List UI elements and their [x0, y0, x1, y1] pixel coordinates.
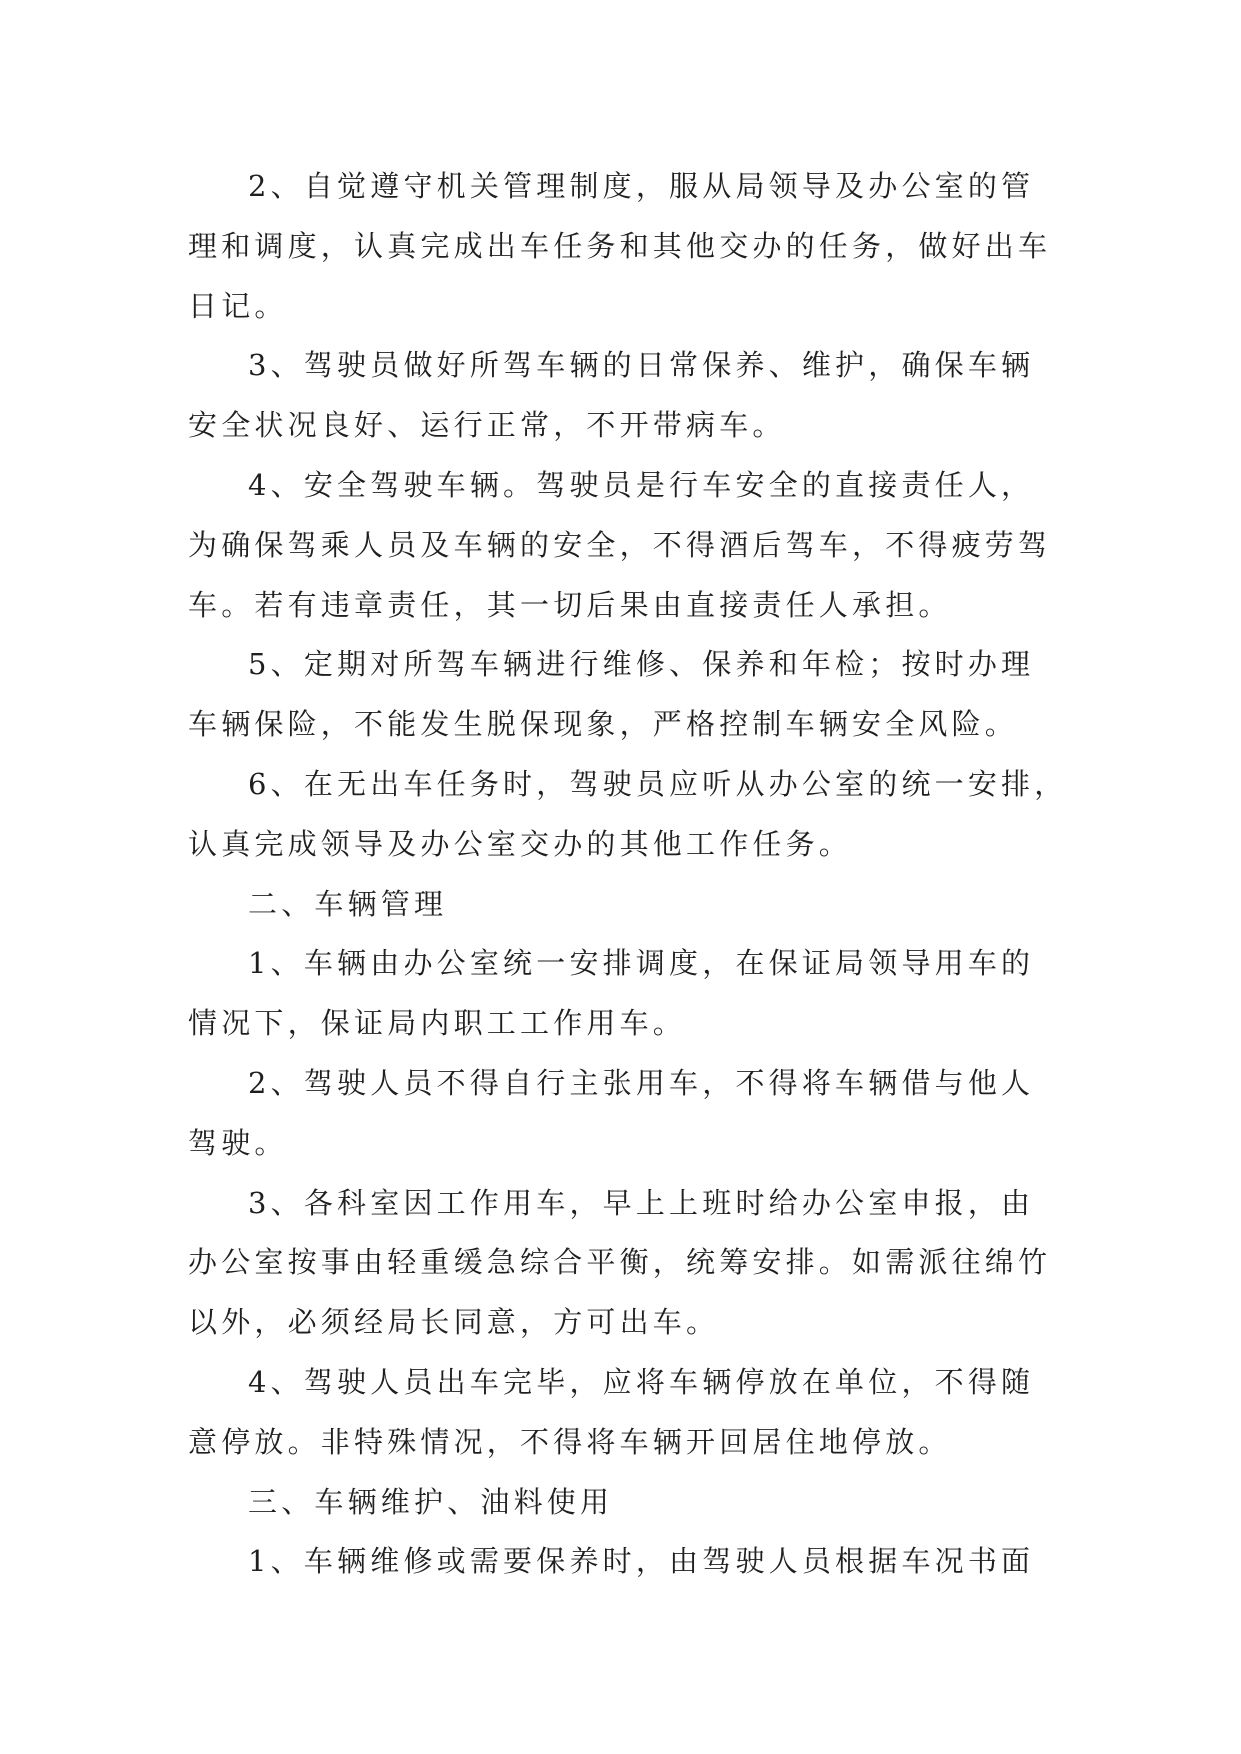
paragraph-line: 办公室按事由轻重缓急综合平衡，统筹安排。如需派往绵竹 [188, 1245, 1052, 1279]
paragraph-line: 3、驾驶员做好所驾车辆的日常保养、维护，确保车辆 [248, 348, 1035, 382]
paragraph-line: 车。若有违章责任，其一切后果由直接责任人承担。 [188, 588, 952, 622]
paragraph-line: 2、自觉遵守机关管理制度，服从局领导及办公室的管 [248, 169, 1035, 203]
section-heading: 二、车辆管理 [248, 887, 448, 921]
paragraph-line: 日记。 [188, 289, 288, 323]
paragraph-line: 1、车辆维修或需要保养时，由驾驶人员根据车况书面 [248, 1544, 1035, 1578]
paragraph-line: 6、在无出车任务时，驾驶员应听从办公室的统一安排， [248, 767, 1068, 801]
paragraph-line: 2、驾驶人员不得自行主张用车，不得将车辆借与他人 [248, 1066, 1035, 1100]
paragraph-line: 情况下，保证局内职工工作用车。 [188, 1006, 687, 1040]
paragraph-line: 车辆保险，不能发生脱保现象，严格控制车辆安全风险。 [188, 707, 1019, 741]
paragraph-line: 3、各科室因工作用车，早上上班时给办公室申报，由 [248, 1186, 1035, 1220]
paragraph-line: 4、安全驾驶车辆。驾驶员是行车安全的直接责任人， [248, 468, 1035, 502]
paragraph-line: 5、定期对所驾车辆进行维修、保养和年检；按时办理 [248, 647, 1035, 681]
paragraph-line: 意停放。非特殊情况，不得将车辆开回居住地停放。 [188, 1425, 952, 1459]
paragraph-line: 为确保驾乘人员及车辆的安全，不得酒后驾车，不得疲劳驾 [188, 528, 1052, 562]
paragraph-line: 4、驾驶人员出车完毕，应将车辆停放在单位，不得随 [248, 1365, 1035, 1399]
paragraph-line: 1、车辆由办公室统一安排调度，在保证局领导用车的 [248, 946, 1035, 980]
section-heading: 三、车辆维护、油料使用 [248, 1485, 614, 1519]
paragraph-line: 理和调度，认真完成出车任务和其他交办的任务，做好出车 [188, 229, 1052, 263]
paragraph-line: 安全状况良好、运行正常，不开带病车。 [188, 408, 786, 442]
paragraph-line: 以外，必须经局长同意，方可出车。 [188, 1305, 720, 1339]
paragraph-line: 认真完成领导及办公室交办的其他工作任务。 [188, 827, 853, 861]
paragraph-line: 驾驶。 [188, 1126, 288, 1160]
